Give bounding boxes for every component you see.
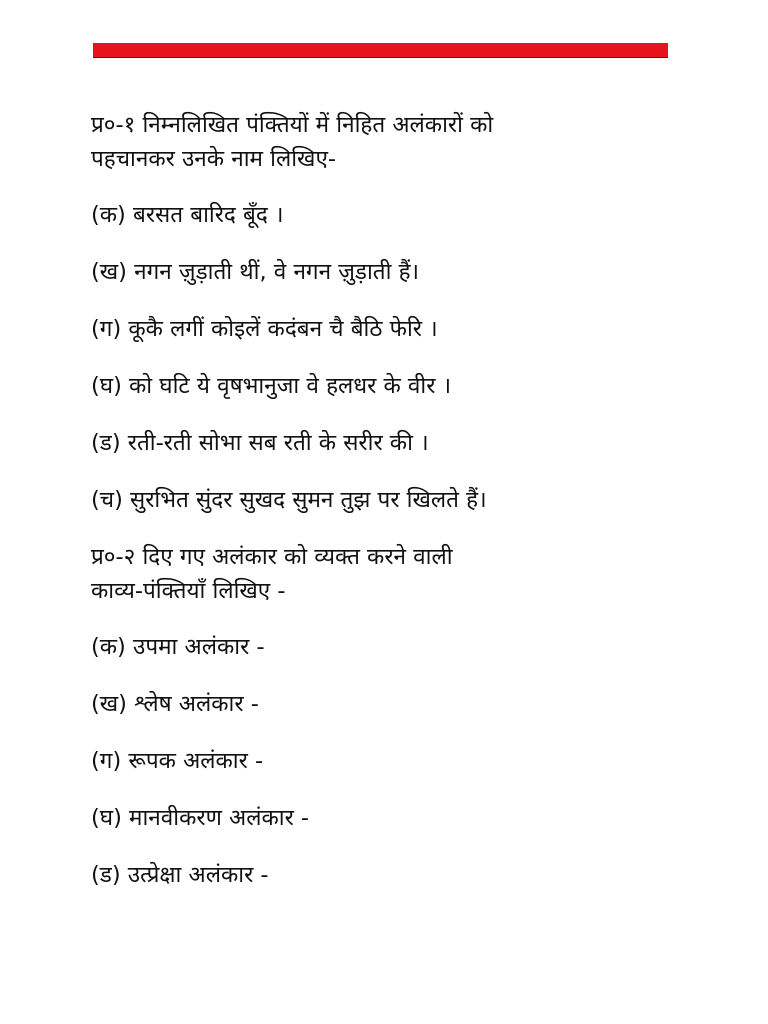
question-1-item-kha: (ख) नगन ज़ुड़ाती थीं, वे नगन ज़ुड़ाती हैं।	[91, 259, 420, 285]
question-2-heading-line-2: काव्य-पंक्तियाँ लिखिए -	[91, 578, 286, 604]
question-1-heading	[91, 108, 701, 176]
question-2-item-ga: (ग) रूपक अलंकार -	[91, 748, 264, 774]
question-2-item-gha: (घ) मानवीकरण अलंकार -	[91, 805, 310, 831]
question-2-item-da: (ड) उत्प्रेक्षा अलंकार -	[91, 862, 269, 888]
question-2-heading	[91, 540, 701, 608]
worksheet-body	[91, 108, 701, 892]
question-1-heading-line-2: पहचानकर उनके नाम लिखिए-	[91, 146, 337, 172]
question-1-item-cha: (च) सुरभित सुंदर सुखद सुमन तुझ पर खिलते हैं।	[91, 487, 487, 513]
question-2-item-ka: (क) उपमा अलंकार -	[91, 634, 265, 660]
header-red-bar-underline	[93, 57, 668, 58]
question-1-heading-line-1: प्र०-१ निम्नलिखित पंक्तियों में निहित अलंकारों को	[91, 112, 494, 138]
question-1-item-da: (ड) रती-रती सोभा सब रती के सरीर की ।	[91, 430, 429, 456]
header-red-bar	[93, 43, 668, 57]
question-1-item-ga: (ग) कूकै लगीं कोइलें कदंबन चै बैठि फेरि ।	[91, 316, 438, 342]
question-1-item-gha: (घ) को घटि ये वृषभानुजा वे हलधर के वीर ।	[91, 373, 452, 399]
question-2-item-kha: (ख) श्लेष अलंकार -	[91, 691, 259, 717]
question-2-heading-line-1: प्र०-२ दिए गए अलंकार को व्यक्त करने वाली	[91, 544, 453, 570]
question-1-item-ka: (क) बरसत बारिद बूँद ।	[91, 202, 284, 228]
